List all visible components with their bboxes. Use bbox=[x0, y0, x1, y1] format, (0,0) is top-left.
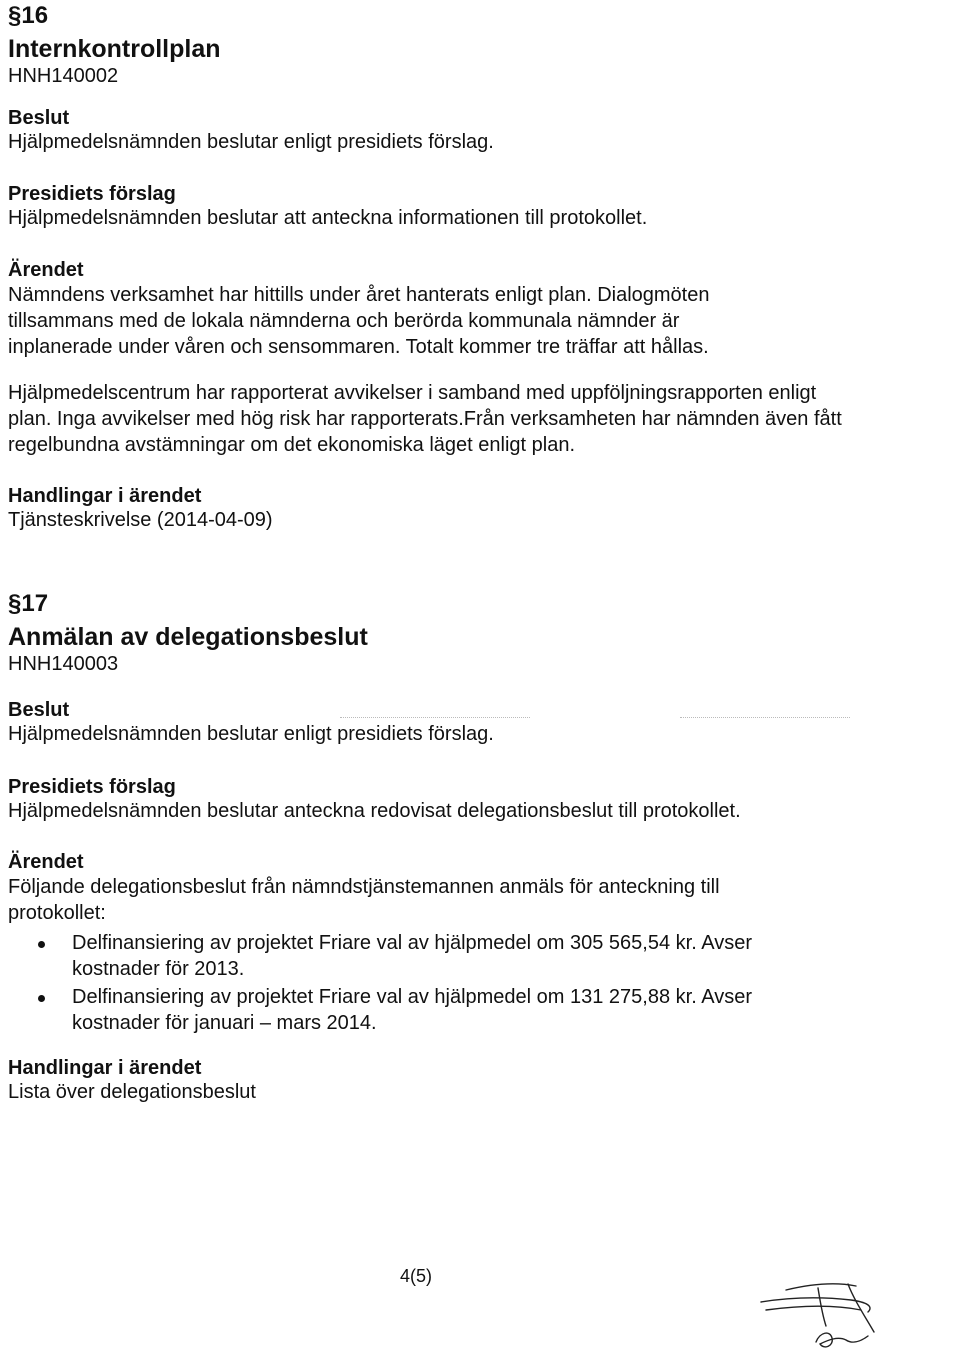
section-16-header bbox=[8, 4, 920, 88]
beslut-text: Hjälpmedelsnämnden beslutar enligt presidiets förslag. bbox=[8, 723, 494, 745]
presidiets-forslag-text: Hjälpmedelsnämnden beslutar att anteckna informationen till protokollet. bbox=[8, 207, 648, 229]
section-title: Internkontrollplan bbox=[8, 35, 221, 63]
arendet-paragraph: Nämndens verksamhet har hittills under året hanterats enligt plan. Dialogmöten tillsammans med de lokala nämnderna och berörda kommunala nämnder är inplanerade under våren och sensommaren. Totalt kommer tre träffar att hållas. bbox=[8, 284, 710, 358]
section-number: §17 bbox=[8, 590, 49, 617]
section-16-arendet bbox=[8, 258, 788, 360]
signature-icon bbox=[756, 1270, 896, 1355]
beslut-text: Hjälpmedelsnämnden beslutar enligt presidiets förslag. bbox=[8, 131, 494, 153]
list-item: Delfinansiering av projektet Friare val av hjälpmedel om 131 275,88 kr. Avser kostnader för januari – mars 2014. bbox=[8, 984, 808, 1036]
handlingar-text: Tjänsteskrivelse (2014-04-09) bbox=[8, 509, 273, 531]
list-item: Delfinansiering av projektet Friare val av hjälpmedel om 305 565,54 kr. Avser kostnader för 2013. bbox=[8, 930, 808, 982]
presidiets-forslag-heading: Presidiets förslag bbox=[8, 183, 176, 205]
case-number: HNH140003 bbox=[8, 653, 119, 675]
presidiets-forslag-heading: Presidiets förslag bbox=[8, 776, 176, 798]
arendet-heading: Ärendet bbox=[8, 851, 84, 873]
section-17-presidiets-forslag bbox=[8, 775, 908, 824]
section-number: §16 bbox=[8, 2, 49, 29]
arendet-heading: Ärendet bbox=[8, 259, 84, 281]
section-16-beslut bbox=[8, 106, 908, 155]
beslut-heading: Beslut bbox=[8, 699, 70, 721]
section-title: Anmälan av delegationsbeslut bbox=[8, 623, 368, 651]
section-16-handlingar bbox=[8, 484, 908, 533]
bullet-icon bbox=[38, 941, 45, 948]
section-16-arendet-para2 bbox=[8, 380, 848, 458]
section-16-presidiets-forslag bbox=[8, 182, 908, 231]
presidiets-forslag-text: Hjälpmedelsnämnden beslutar anteckna redovisat delegationsbeslut till protokollet. bbox=[8, 800, 741, 822]
beslut-heading: Beslut bbox=[8, 107, 70, 129]
section-17-handlingar bbox=[8, 1056, 908, 1105]
section-17-header bbox=[8, 592, 920, 676]
section-17-arendet bbox=[8, 850, 808, 1038]
handlingar-heading: Handlingar i ärendet bbox=[8, 485, 202, 507]
handlingar-text: Lista över delegationsbeslut bbox=[8, 1081, 256, 1103]
arendet-paragraph: Hjälpmedelscentrum har rapporterat avvikelser i samband med uppföljningsrapporten enligt plan. Inga avvikelser med hög risk har rapporterats.Från verksamheten har nämnden även fått regelbundna avstämningar om det ekonomiska läget enligt plan. bbox=[8, 382, 842, 456]
handlingar-heading: Handlingar i ärendet bbox=[8, 1057, 202, 1079]
section-17-beslut bbox=[8, 698, 908, 747]
delegation-list bbox=[8, 930, 808, 1036]
case-number: HNH140002 bbox=[8, 65, 119, 87]
page-number: 4(5) bbox=[400, 1266, 433, 1286]
bullet-icon bbox=[38, 995, 45, 1002]
arendet-intro: Följande delegationsbeslut från nämndstjänstemannen anmäls för anteckning till protokollet: bbox=[8, 876, 720, 924]
